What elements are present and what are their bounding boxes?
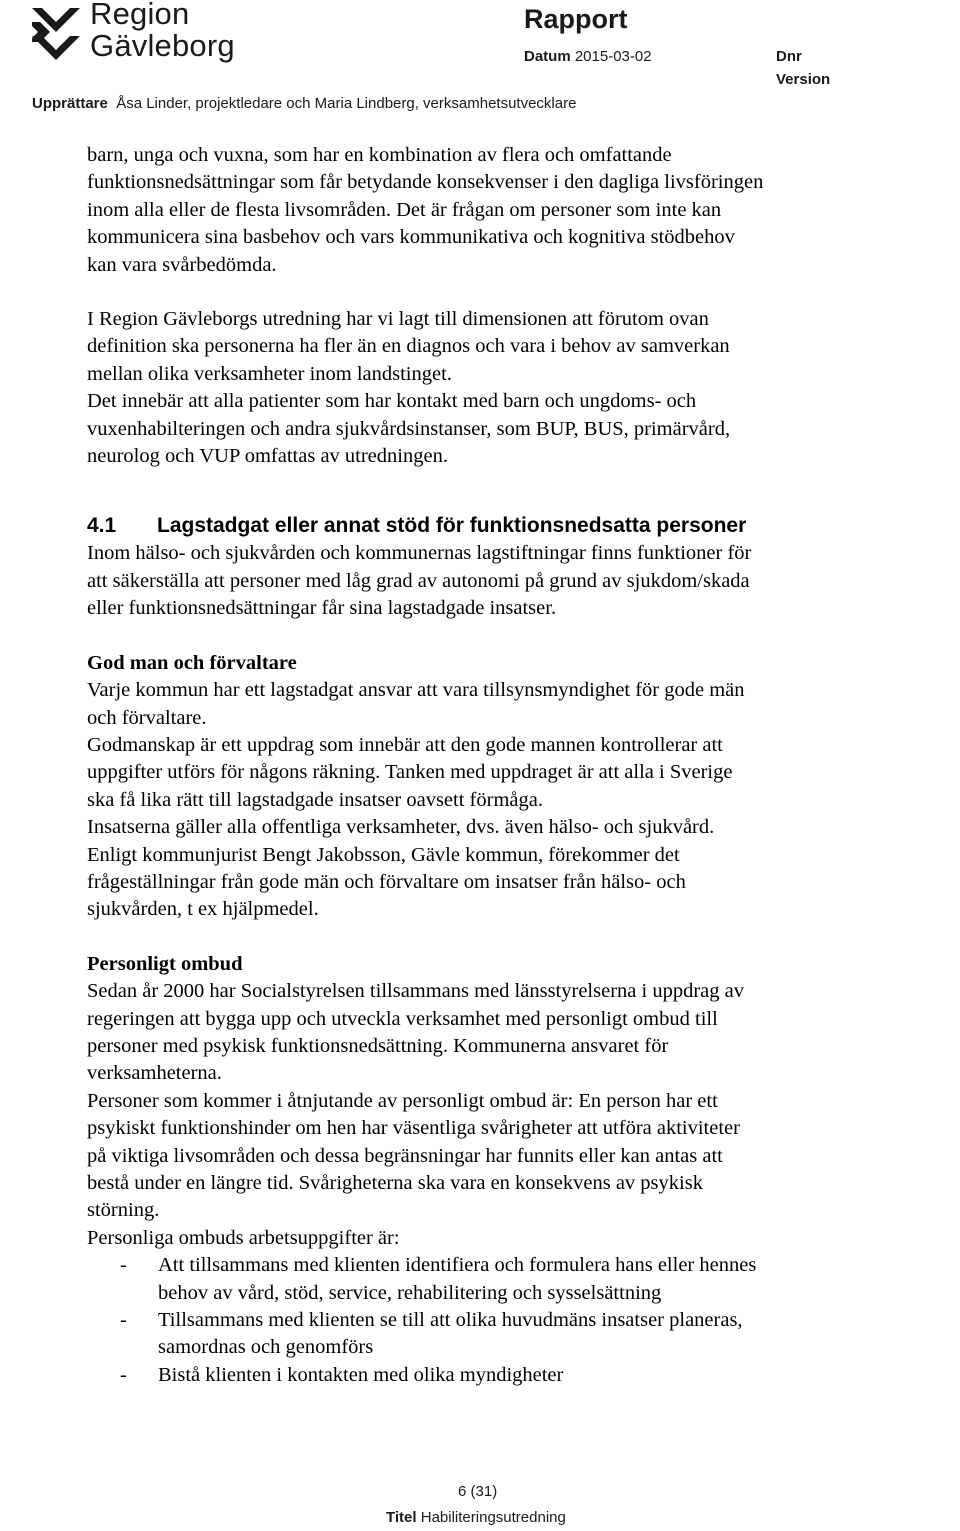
list-dash: - [120,1363,127,1386]
upprattare-label: Upprättare [32,95,108,112]
datum-value: 2015-03-02 [574,48,652,65]
list-item-line: Bistå klienten i kontakten med olika myndigheter [158,1363,564,1386]
text-line: uppgifter utförs för någons räkning. Tanken med uppdraget är att alla i Sverige [87,761,733,784]
list-item [87,1362,887,1389]
list-item-line: Att tillsammans med klienten identifiera och formulera hans eller hennes [158,1254,757,1277]
section-intro [87,540,887,622]
list-dash: - [120,1309,127,1332]
text-line: regeringen att bygga upp och utveckla verksamhet med personligt ombud till [87,1007,718,1030]
text-line: Personliga ombuds arbetsuppgifter är: [87,1226,400,1249]
list-item-line: samordnas och genomförs [158,1336,374,1359]
text-line: kommunicera sina basbehov och vars kommunikativa och kognitiva stödbehov [87,226,735,249]
upprattare-field [32,95,576,112]
page-number: 6 (31) [458,1483,498,1500]
list-item-line: Tillsammans med klienten se till att olika huvudmäns insatser planeras, [158,1309,743,1332]
dnr-label: Dnr [776,48,802,65]
text-line: psykiskt funktionshinder om hen har väsentliga svårigheter att utföra aktiviteter [87,1117,740,1140]
text-line: Sedan år 2000 har Socialstyrelsen tillsammans med länsstyrelserna i uppdrag av [87,980,744,1003]
text-line: kan vara svårbedömda. [87,253,277,276]
list-item [87,1252,887,1307]
version-field [776,71,830,88]
paragraph-2 [87,306,887,470]
text-line: eller funktionsnedsättningar får sina lagstadgade insatser. [87,597,557,620]
region-gavleborg-logo [30,2,250,70]
titel-field [386,1509,566,1526]
list-item [87,1307,887,1362]
datum-field [524,48,652,65]
text-line: Godmanskap är ett uppdrag som innebär att den gode mannen kontrollerar att [87,733,723,756]
text-line: ska få lika rätt till lagstadgade insatser oavsett förmåga. [87,788,543,811]
text-line: störning. [87,1199,160,1222]
titel-label: Titel [386,1509,417,1526]
text-line: verksamheterna. [87,1062,222,1085]
text-line: neurolog och VUP omfattas av utredningen. [87,445,448,468]
text-line: sjukvården, t ex hjälpmedel. [87,898,319,921]
text-line: Inom hälso- och sjukvården och kommunernas lagstiftningar finns funktioner för [87,542,752,565]
text-line: Varje kommun har ett lagstadgat ansvar att vara tillsynsmyndighet för gode män [87,679,745,702]
version-label: Version [776,71,831,88]
text-line: I Region Gävleborgs utredning har vi lagt till dimensionen att förutom ovan [87,308,709,331]
text-line: Personer som kommer i åtnjutande av personligt ombud är: En person har ett [87,1089,718,1112]
text-line: inom alla eller de flesta livsområden. Det är frågan om personer som inte kan [87,198,722,221]
personligt-ombud-text [87,978,887,1252]
text-line: att säkerställa att personer med låg grad av autonomi på grund av sjukdom/skada [87,569,750,592]
text-line: definition ska personerna ha fler än en diagnos och vara i behov av samverkan [87,335,730,358]
text-line: Enligt kommunjurist Bengt Jakobsson, Gävle kommun, förekommer det [87,843,680,866]
god-man-text [87,677,887,924]
datum-label: Datum [524,48,571,65]
document-type: Rapport [524,4,628,34]
document-body [87,142,887,1389]
upprattare-value: Åsa Linder, projektledare och Maria Lindberg, verksamhetsutvecklare [116,95,577,112]
bullet-list [87,1252,887,1389]
text-line: mellan olika verksamheter inom landstinget. [87,362,452,385]
paragraph-1 [87,142,887,279]
text-line: personer med psykisk funktionsnedsättning. Kommunerna ansvaret för [87,1034,669,1057]
section-number: 4.1 [87,514,117,538]
logo-line-1: Region [90,0,190,31]
personligt-ombud-heading: Personligt ombud [87,952,243,975]
logo-line-2: Gävleborg [90,28,235,63]
text-line: barn, unga och vuxna, som har en kombination av flera och omfattande [87,144,672,166]
god-man-heading: God man och förvaltare [87,651,297,674]
text-line: bestå under en längre tid. Svårigheterna ska vara en konsekvens av psykisk [87,1172,703,1194]
list-dash: - [120,1254,127,1277]
text-line: funktionsnedsättningar som får betydande konsekvenser i den dagliga livsföringen [87,171,764,194]
text-line: och förvaltare. [87,706,207,729]
dnr-field [776,48,802,65]
text-line: på viktiga livsområden och dessa begränsningar har funnits eller kan antas att [87,1144,723,1167]
text-line: Insatserna gäller alla offentliga verksamheter, dvs. även hälso- och sjukvård. [87,816,715,839]
text-line: frågeställningar från gode män och förvaltare om insatser från hälso- och [87,870,686,893]
text-line: vuxenhabilteringen och andra sjukvårdsinstanser, som BUP, BUS, primärvård, [87,417,731,440]
section-title: Lagstadgat eller annat stöd för funktionsnedsatta personer [157,514,747,538]
section-heading [87,512,887,540]
text-line: Det innebär att alla patienter som har kontakt med barn och ungdoms- och [87,390,697,413]
logo-mark-icon [30,6,82,62]
titel-value: Habiliteringsutredning [420,1509,566,1526]
list-item-line: behov av vård, stöd, service, rehabilitering och sysselsättning [158,1281,662,1304]
